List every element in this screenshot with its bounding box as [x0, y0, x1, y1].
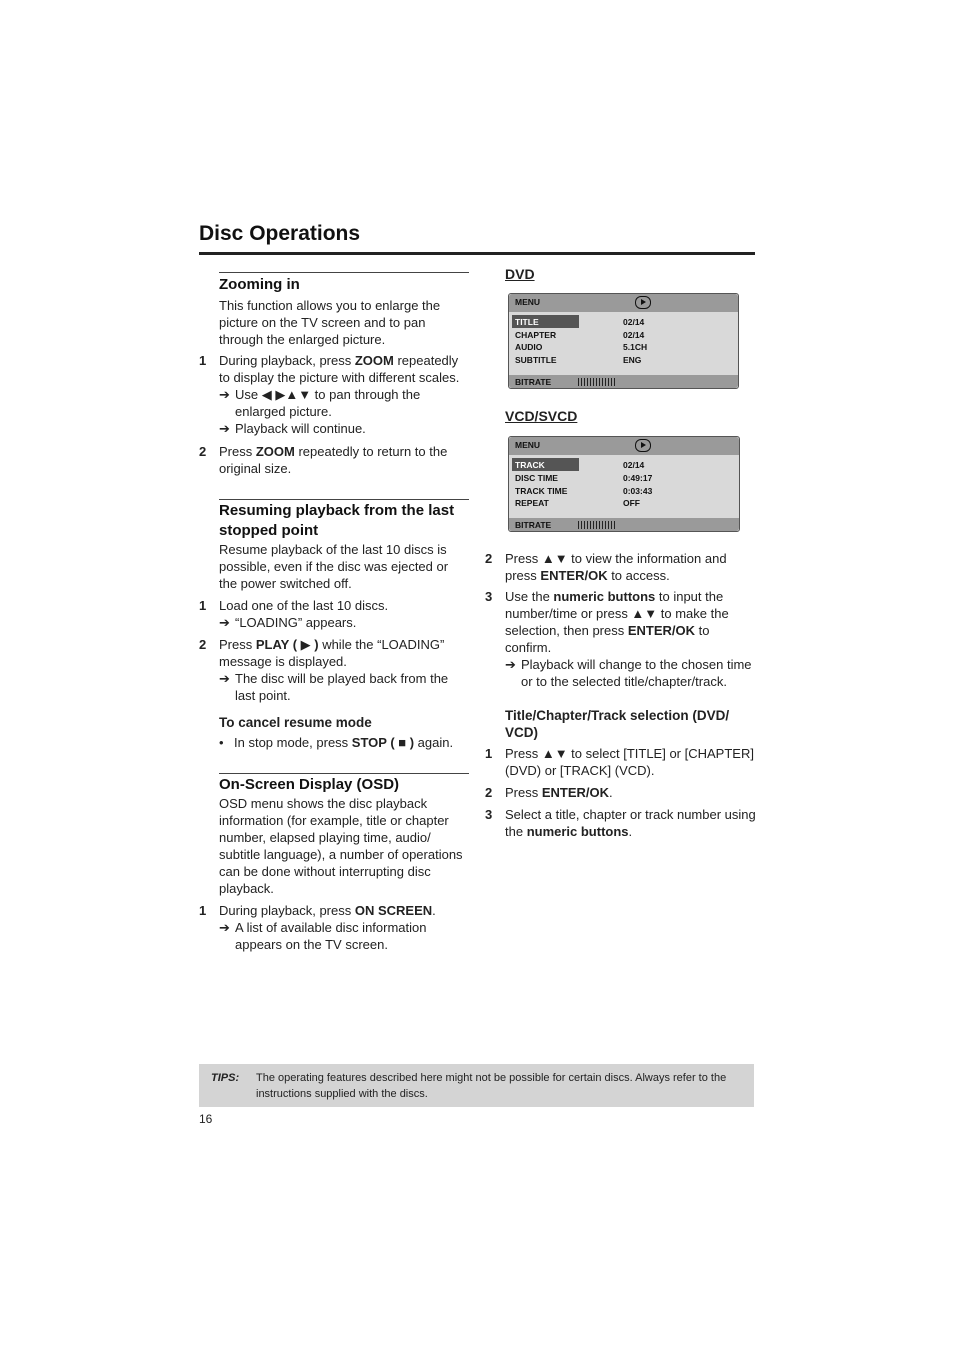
osd-step-2	[485, 550, 757, 584]
vcd-osd-panel	[508, 436, 740, 532]
resume-step-1	[199, 597, 469, 631]
step-text: Select a title, chapter or track number using the	[505, 807, 756, 839]
osd-row-label: CHAPTER	[515, 330, 557, 340]
arrow-icon: ➔	[219, 387, 230, 402]
selection-heading: Title/Chapter/Track selection (DVD/ VCD)	[505, 708, 730, 740]
step-text: Press ▲▼ to view the information and press	[505, 551, 727, 583]
osd-result-1	[219, 919, 469, 953]
page-title: Disc Operations	[199, 222, 361, 245]
osd-row-label: AUDIO	[515, 342, 543, 352]
tips-box	[199, 1064, 754, 1107]
step-number: 1	[485, 746, 493, 761]
page-number: 16	[199, 1112, 213, 1126]
tips-label: TIPS:	[211, 1072, 240, 1084]
right-steps	[485, 550, 757, 840]
osd-header-bar	[509, 294, 738, 312]
step-text: During playback, press	[219, 353, 355, 368]
enter-ok-key: ENTER/OK	[540, 568, 608, 583]
osd-row-value: 0:03:43	[623, 486, 653, 496]
vcd-label: VCD/SVCD	[505, 408, 578, 424]
result-text: Playback will continue.	[235, 421, 366, 436]
osd-row-value: 02/14	[623, 330, 645, 340]
selection-step-1	[485, 745, 757, 779]
osd-row-value: 02/14	[623, 317, 645, 327]
step-text: to access.	[607, 568, 670, 583]
arrow-icon: ➔	[505, 657, 516, 672]
stop-key: STOP ( ■ )	[351, 735, 415, 750]
step-text: Press	[219, 444, 256, 459]
step-number: 2	[199, 637, 207, 652]
step-text: .	[628, 824, 633, 839]
bitrate-meter	[578, 521, 616, 529]
title-rule	[199, 252, 755, 255]
step-text: to confirm.	[505, 623, 710, 655]
enter-ok-key: ENTER/OK	[627, 623, 696, 638]
bullet-icon: •	[219, 735, 224, 750]
arrow-icon: ➔	[219, 615, 230, 630]
result-text: Playback will change to the chosen time or to the selected title/chapter/track.	[521, 657, 752, 689]
on-screen-key: ON SCREEN	[354, 903, 433, 918]
step-text: Load one of the last 10 discs.	[219, 598, 389, 613]
play-icon	[635, 439, 651, 452]
osd-row-label: TITLE	[515, 317, 539, 327]
osd-row-label: TRACK TIME	[515, 486, 568, 496]
cancel-resume-bullet	[219, 734, 469, 751]
osd-row-value: 02/14	[623, 460, 645, 470]
dvd-osd-panel	[508, 293, 739, 389]
result-text: The disc will be played back from the last point.	[235, 671, 449, 703]
selection-step-2	[485, 784, 757, 801]
osd-row-value: 5.1CH	[623, 342, 648, 352]
dvd-label: DVD	[505, 266, 535, 282]
resume-result-2	[219, 670, 469, 704]
osd-row-label: REPEAT	[515, 498, 549, 508]
osd-row-label: DISC TIME	[515, 473, 558, 483]
zoom-step-1	[199, 352, 469, 437]
zoom-key: ZOOM	[354, 353, 394, 368]
bullet-text: again.	[414, 735, 454, 750]
zoom-step-2	[199, 443, 469, 477]
arrow-icon: ➔	[219, 421, 230, 436]
result-text: “LOADING” appears.	[235, 615, 357, 630]
step-text: Press	[505, 785, 542, 800]
result-text: A list of available disc information appears on the TV screen.	[235, 920, 427, 952]
step-text: Press	[219, 637, 256, 652]
zoom-intro: This function allows you to enlarge the picture on the TV screen and to pan through the enlarged picture.	[219, 298, 441, 347]
resume-step-2	[199, 636, 469, 704]
osd-menu-label: MENU	[515, 297, 541, 307]
osd-row-label: SUBTITLE	[515, 355, 557, 365]
osd-row-label: TRACK	[515, 460, 545, 470]
osd-step-1	[199, 902, 469, 953]
osd-heading: On-Screen Display (OSD)	[219, 776, 400, 793]
play-key: PLAY ( ▶ )	[255, 637, 319, 652]
zoom-key: ZOOM	[255, 444, 295, 459]
step-number: 3	[485, 589, 493, 604]
osd-row-value: 0:49:17	[623, 473, 653, 483]
step-number: 1	[199, 598, 207, 613]
step-number: 1	[199, 353, 207, 368]
step-number: 1	[199, 903, 207, 918]
step-text: to input the number/time or press ▲▼ to make the selection, then press	[505, 589, 729, 638]
zoom-result-1	[219, 386, 469, 420]
step-number: 2	[485, 551, 493, 566]
numeric-buttons-key: numeric buttons	[553, 589, 656, 604]
osd-bitrate-label: BITRATE	[515, 520, 552, 530]
step-number: 3	[485, 807, 493, 822]
arrow-icon: ➔	[219, 671, 230, 686]
step-text: Press ▲▼ to select [TITLE] or [CHAPTER] (DVD) or [TRACK] (VCD).	[505, 746, 754, 778]
section-rule	[219, 773, 469, 774]
osd-bitrate-label: BITRATE	[515, 377, 552, 387]
step-text: Use the	[505, 589, 554, 604]
step-text: .	[432, 903, 436, 918]
numeric-buttons-key: numeric buttons	[526, 824, 629, 839]
osd-step-3	[485, 588, 757, 690]
bitrate-meter	[578, 378, 616, 386]
resume-result-1	[219, 614, 469, 631]
zoom-heading: Zooming in	[219, 276, 300, 293]
selection-step-3	[485, 806, 757, 840]
osd-row-value: OFF	[623, 498, 640, 508]
osd-row-value: ENG	[623, 355, 642, 365]
osd-intro: OSD menu shows the disc playback information (for example, title or chapter number, elapsed playing time, audio/ subtitle language), a number of operations can be done without interrupting disc playback.	[219, 796, 463, 896]
step-number: 2	[485, 785, 493, 800]
osd-menu-label: MENU	[515, 440, 541, 450]
resume-heading: Resuming playback from the last stopped point	[219, 502, 455, 539]
step-number: 2	[199, 444, 207, 459]
osd-result-3	[505, 656, 757, 690]
resume-intro: Resume playback of the last 10 discs is possible, even if the disc was ejected or the power switched off.	[219, 542, 449, 591]
section-rule	[219, 499, 469, 500]
section-rule	[219, 272, 469, 273]
bullet-text: In stop mode, press	[234, 735, 352, 750]
step-text: During playback, press	[219, 903, 355, 918]
zoom-result-2	[219, 420, 469, 437]
step-text: .	[609, 785, 613, 800]
play-icon	[635, 296, 651, 309]
step-text: repeatedly to display the picture with different scales.	[219, 353, 460, 385]
tips-text: The operating features described here might not be possible for certain discs. Always refer to the instructions supplied with the discs.	[256, 1072, 727, 1100]
left-column	[199, 272, 469, 953]
cancel-resume-heading: To cancel resume mode	[219, 715, 372, 730]
result-text: Use ◀ ▶▲▼ to pan through the enlarged picture.	[235, 387, 421, 419]
step-text: repeatedly to return to the original size.	[219, 444, 448, 476]
osd-header-bar	[509, 437, 739, 455]
arrow-icon: ➔	[219, 920, 230, 935]
step-text: while the “LOADING” message is displayed.	[219, 637, 445, 669]
enter-ok-key: ENTER/OK	[541, 785, 610, 800]
